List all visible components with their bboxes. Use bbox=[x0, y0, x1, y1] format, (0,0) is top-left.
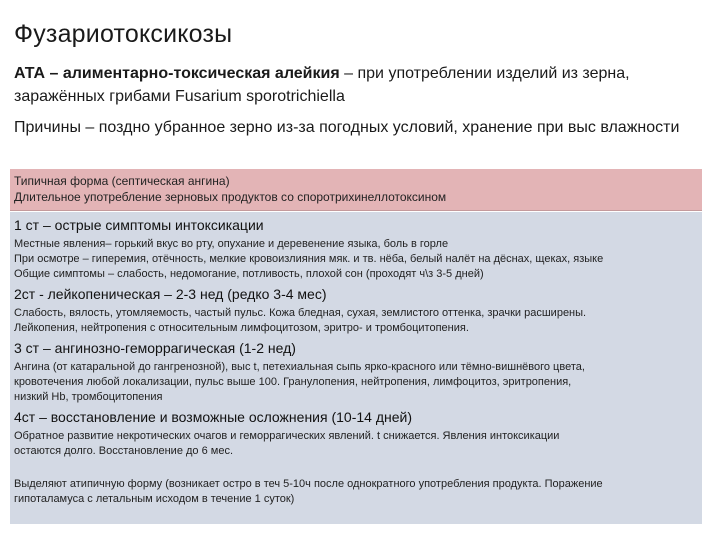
intro-lead: АТА – алиментарно-токсическая алейкия bbox=[14, 65, 340, 82]
stage-4-line: остаются долго. Восстановление до 6 мес. bbox=[14, 445, 234, 457]
typical-form-cause: Длительное употребление зерновых продуктов со споротрихинеллотоксином bbox=[14, 190, 447, 204]
stage-1-line: При осмотре – гиперемия, отёчность, мелкие кровоизлияния мяк. и тв. нёба, белый налёт на дёснах, щеках, языке bbox=[14, 253, 604, 265]
atypical-form-line: Выделяют атипичную форму (возникает остро в теч 5-10ч после однократного употребления продукта. Поражение bbox=[14, 478, 603, 490]
stage-3-line: Ангина (от катаральной до гангренозной), выс t, петехиальная сыпь ярко-красного или тёмно-вишнёвого цвета, bbox=[14, 361, 585, 373]
stages-box bbox=[10, 212, 702, 524]
stage-3-heading: 3 ст – ангинозно-геморрагическая (1-2 нед) bbox=[14, 340, 296, 356]
stage-2-heading: 2ст - лейкопеническая – 2-3 нед (редко 3-4 мес) bbox=[14, 286, 327, 302]
page-title: Фузариотоксикозы bbox=[14, 20, 233, 48]
intro-rest: – при употреблении изделий из зерна, заражённых грибами Fusarium sporotrichiella bbox=[14, 65, 630, 105]
stage-1-line: Общие симптомы – слабость, недомогание, потливость, плохой сон (проходят ч\з 3-5 дней) bbox=[14, 268, 484, 280]
intro-paragraph bbox=[14, 62, 704, 108]
stage-4-heading: 4ст – восстановление и возможные осложнения (10-14 дней) bbox=[14, 409, 412, 425]
atypical-form-line: гипоталамуса с летальным исходом в течение 1 суток) bbox=[14, 493, 295, 505]
stage-1-line: Местные явления– горький вкус во рту, опухание и деревенение языка, боль в горле bbox=[14, 238, 449, 250]
stage-2-line: Слабость, вялость, утомляемость, частый пульс. Кожа бледная, сухая, землистого оттенка, зрачки расширены. bbox=[14, 307, 587, 319]
stage-3-line: низкий Hb, тромбоцитопения bbox=[14, 391, 163, 403]
stage-2-line: Лейкопения, нейтропения с относительным лимфоцитозом, эритро- и тромбоцитопения. bbox=[14, 322, 469, 334]
causes-paragraph: Причины – поздно убранное зерно из-за погодных условий, хранение при выс влажности bbox=[14, 119, 680, 136]
typical-form-title: Типичная форма (септическая ангина) bbox=[14, 174, 230, 188]
stage-1-heading: 1 ст – острые симптомы интоксикации bbox=[14, 217, 264, 233]
stage-4-line: Обратное развитие некротических очагов и геморрагических явлений. t снижается. Явления интоксикации bbox=[14, 430, 560, 442]
stage-3-line: кровотечения любой локализации, пульс выше 100. Гранулопения, нейтропения, лимфоцитоз, эритропения, bbox=[14, 376, 572, 388]
typical-form-box bbox=[10, 169, 702, 211]
